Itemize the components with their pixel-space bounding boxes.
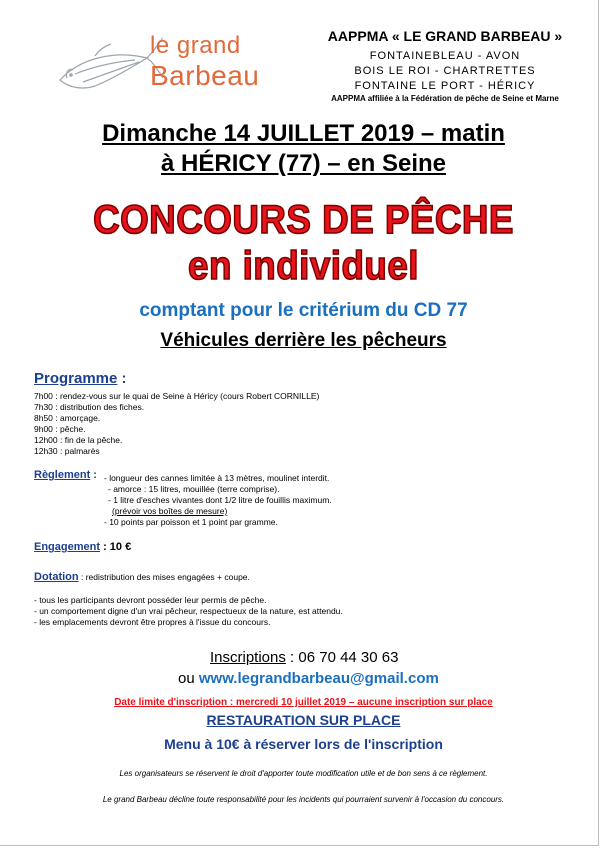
- programme-heading: Programme :: [34, 370, 127, 387]
- logo-text-le-grand: le grand: [150, 32, 241, 59]
- general-rules: [34, 595, 343, 628]
- list-item: - amorce : 15 litres, mouillée (terre comprise).: [108, 484, 280, 494]
- deadline-note: Date limite d'inscription : mercredi 10 juillet 2019 – aucune inscription sur place: [114, 697, 493, 708]
- footer-note-1: Les organisateurs se réservent le droit d'apporter toute modification utile et de bon sens à ce règlement.: [119, 769, 488, 778]
- vehicles-line: Véhicules derrière les pêcheurs: [160, 330, 447, 351]
- contest-mode: en individuel: [188, 244, 419, 288]
- list-item: - 1 litre d'esches vivantes dont 1/2 litre de fouillis maximum.: [108, 495, 332, 505]
- list-item: 12h30 : palmarès: [34, 446, 100, 456]
- list-item: - longueur des cannes limitée à 13 mètres, moulinet interdit.: [104, 473, 330, 483]
- list-item: - les emplacements devront être propres à l'issue du concours.: [34, 617, 271, 627]
- header-town-line-3: FONTAINE LE PORT - HÉRICY: [354, 80, 536, 92]
- list-item: 7h30 : distribution des fiches.: [34, 402, 145, 412]
- contest-title: CONCOURS DE PÊCHE: [93, 198, 514, 242]
- affiliation-note: AAPPMA affiliée à la Fédération de pêche de Seine et Marne: [331, 94, 559, 103]
- event-date-line: Dimanche 14 JUILLET 2019 – matin: [102, 120, 505, 147]
- engagement-line: Engagement : 10 €: [34, 541, 132, 553]
- list-item: (prévoir vos boîtes de mesure): [112, 506, 228, 516]
- reglement-heading: Règlement :: [34, 469, 97, 481]
- reglement-list: [104, 473, 332, 528]
- logo-text-barbeau: Barbeau: [150, 60, 260, 91]
- email-line: ou www.legrandbarbeau@gmail.com: [178, 670, 439, 687]
- list-item: - un comportement digne d'un vrai pêcheur, respectueux de la nature, est attendu.: [34, 606, 343, 616]
- criterium-line: comptant pour le critérium du CD 77: [139, 300, 468, 321]
- association-title: AAPPMA « LE GRAND BARBEAU »: [327, 28, 563, 44]
- restauration-line: RESTAURATION SUR PLACE: [206, 712, 401, 728]
- list-item: - 10 points par poisson et 1 point par gramme.: [104, 517, 278, 527]
- list-item: 12h00 : fin de la pêche.: [34, 435, 123, 445]
- list-item: 8h50 : amorçage.: [34, 413, 101, 423]
- email-link[interactable]: www.legrandbarbeau@gmail.com: [198, 670, 439, 687]
- list-item: 7h00 : rendez-vous sur le quai de Seine à Héricy (cours Robert CORNILLE): [34, 391, 320, 401]
- inscriptions-line: Inscriptions : 06 70 44 30 63: [210, 649, 399, 666]
- list-item: - tous les participants devront posséder leur permis de pêche.: [34, 595, 267, 605]
- header-town-line-2: BOIS LE ROI - CHARTRETTES: [354, 65, 536, 77]
- header-town-line-1: FONTAINEBLEAU - AVON: [369, 50, 521, 62]
- list-item: 9h00 : pêche.: [34, 424, 86, 434]
- menu-line: Menu à 10€ à réserver lors de l'inscription: [164, 736, 443, 752]
- event-place-line: à HÉRICY (77) – en Seine: [161, 150, 446, 177]
- dotation-line: Dotation : redistribution des mises engagées + coupe.: [34, 571, 250, 583]
- programme-list: [34, 391, 319, 457]
- footer-note-2: Le grand Barbeau décline toute responsabilité pour les incidents qui pourraient survenir à l'occasion du concours.: [102, 795, 505, 804]
